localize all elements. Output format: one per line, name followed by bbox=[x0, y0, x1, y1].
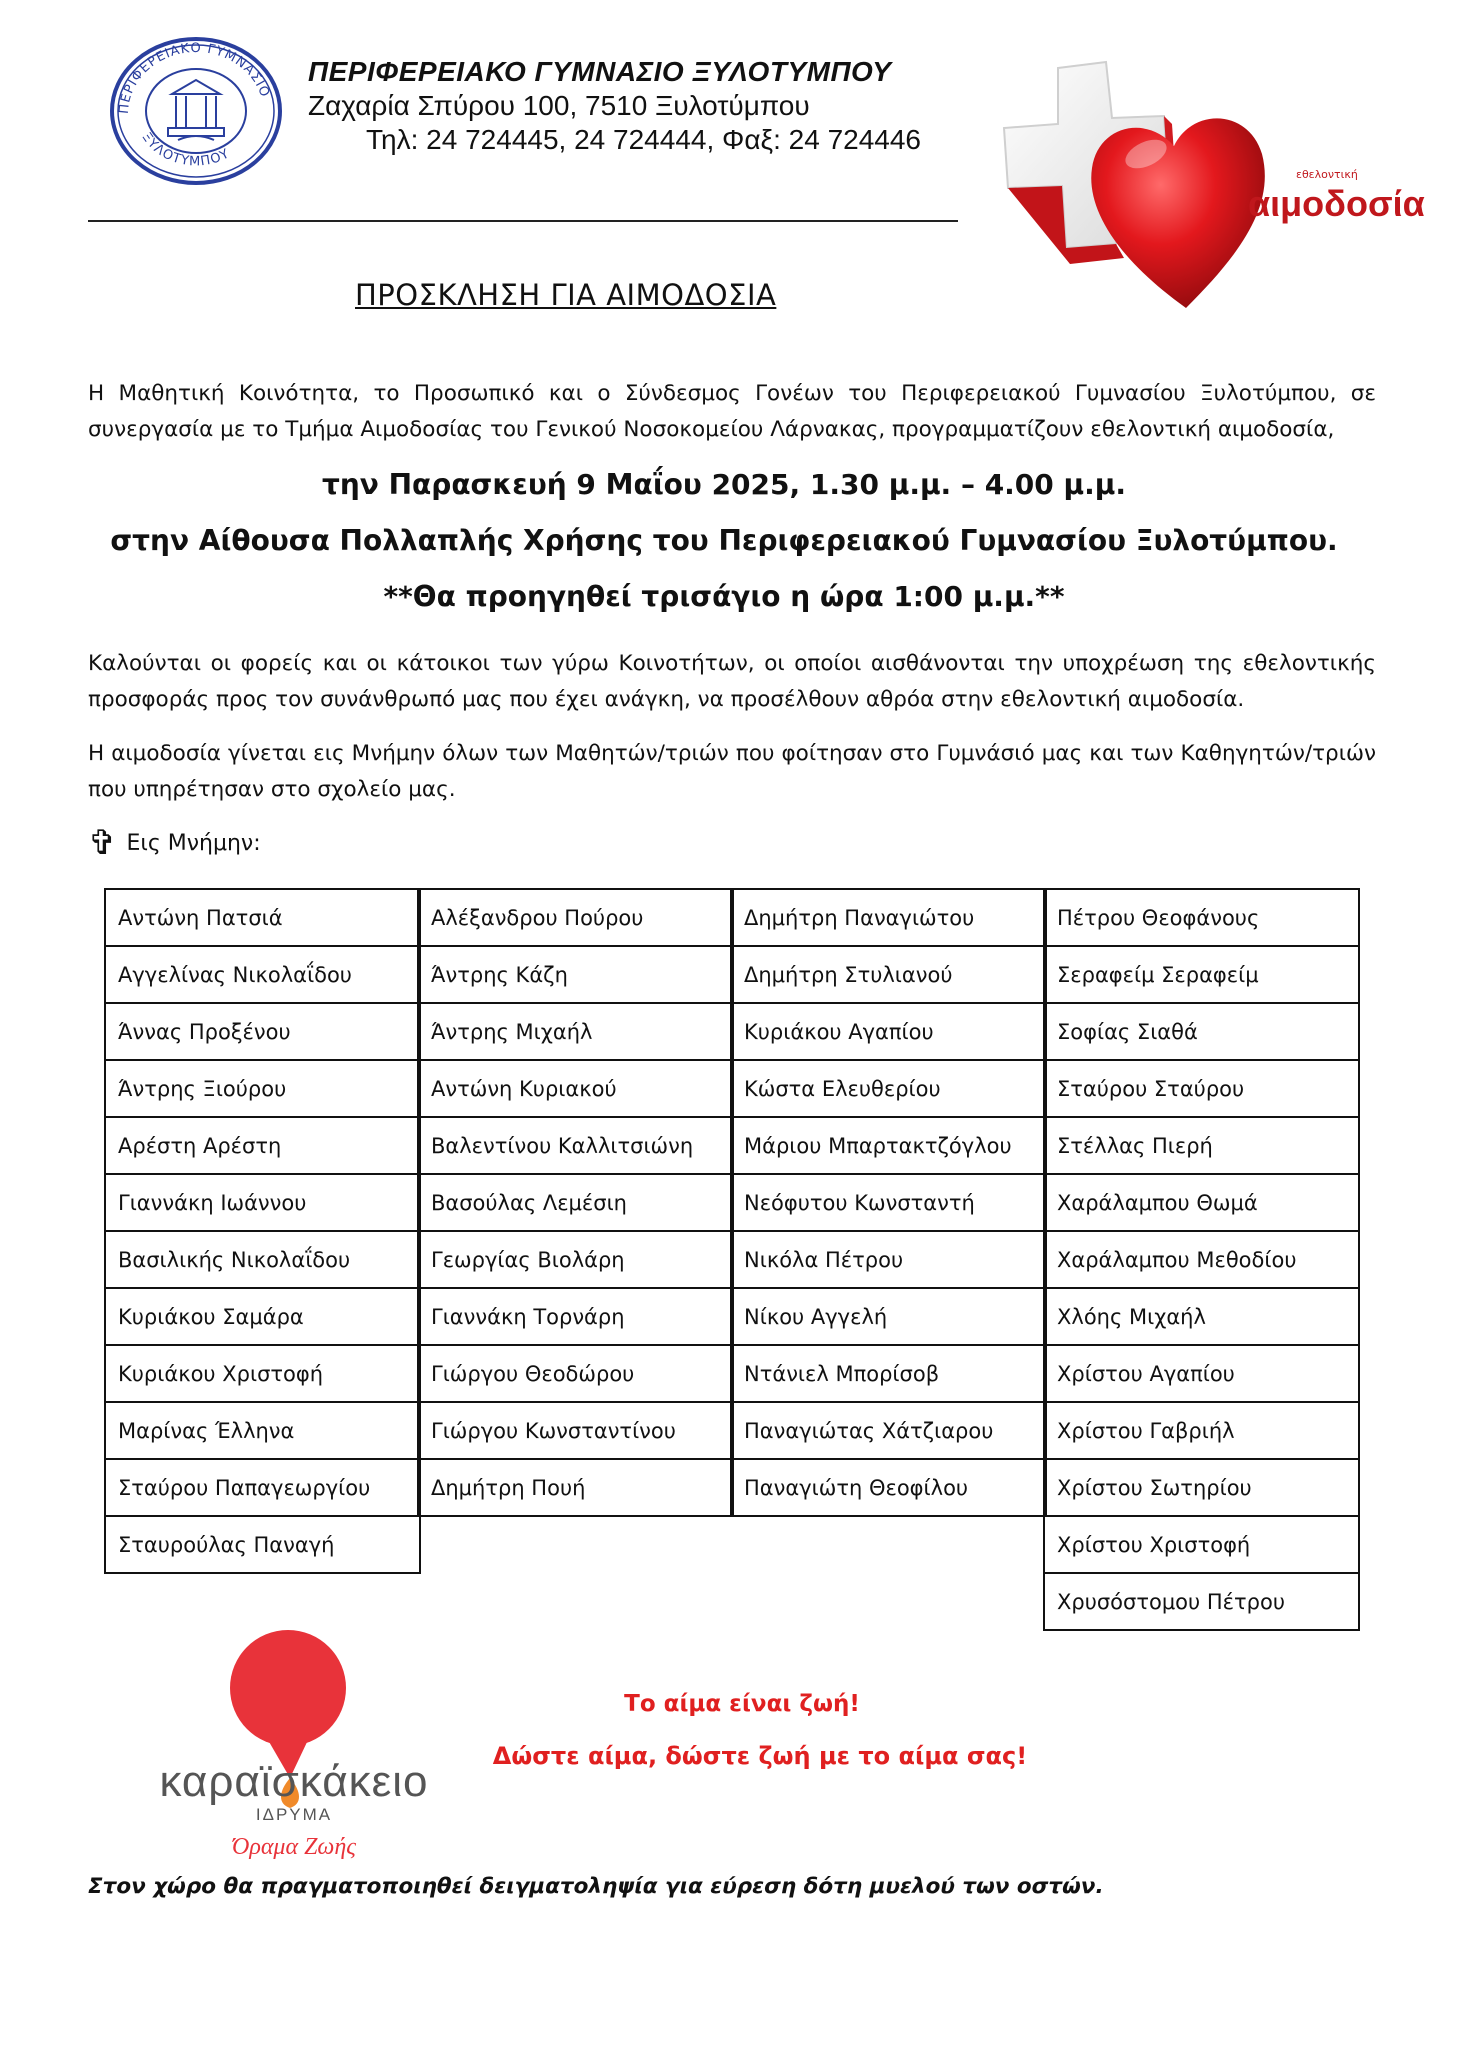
name-cell: Άντρης Κάζη bbox=[417, 945, 734, 1004]
name-cell: Κυριάκου Χριστοφή bbox=[104, 1344, 421, 1403]
name-cell: Σταύρου Σταύρου bbox=[1043, 1059, 1360, 1118]
karaiskakeio-sub: ΙΔΡΥΜΑ bbox=[255, 1805, 333, 1824]
name-cell: Χρυσόστομου Πέτρου bbox=[1043, 1572, 1360, 1631]
name-cell: Γιώργου Θεοδώρου bbox=[417, 1344, 734, 1403]
name-cell: Νεόφυτου Κωνσταντή bbox=[730, 1173, 1047, 1232]
memoriam-label: Εις Μνήμην: bbox=[126, 830, 261, 856]
name-cell: Αγγελίνας Νικολαΐδου bbox=[104, 945, 421, 1004]
name-cell: Χαράλαμπου Μεθοδίου bbox=[1043, 1230, 1360, 1289]
name-cell: Αλέξανδρου Πούρου bbox=[417, 888, 734, 947]
name-cell: Χρίστου Χριστοφή bbox=[1043, 1515, 1360, 1574]
name-cell: Άντρης Μιχαήλ bbox=[417, 1002, 734, 1061]
name-cell: Σοφίας Σιαθά bbox=[1043, 1002, 1360, 1061]
school-seal-logo bbox=[108, 36, 284, 186]
memoriam-heading bbox=[88, 823, 261, 863]
name-cell: Γιαννάκη Τορνάρη bbox=[417, 1287, 734, 1346]
name-cell: Δημήτρη Πουή bbox=[417, 1458, 734, 1517]
slogan-line-2: Δώστε αίμα, δώστε ζωή με το αίμα σας! bbox=[492, 1742, 1028, 1770]
name-cell: Δημήτρη Στυλιανού bbox=[730, 945, 1047, 1004]
memory-paragraph: Η αιμοδοσία γίνεται εις Μνήμην όλων των Μαθητών/τριών που φοίτησαν στο Γυμνάσιό μας και των Καθηγητών/τριών που υπηρέτησαν στο σχολείο μας. bbox=[88, 741, 1376, 802]
intro-paragraph: Η Μαθητική Κοινότητα, το Προσωπικό και ο Σύνδεσμος Γονέων του Περιφερειακού Γυμνασίου Ξυλοτύμπου, σε συνεργασία με το Τμήμα Αιμοδοσίας του Γενικού Νοσοκομείου Λάρνακας, προγραμματίζουν εθελοντική αιμοδοσία, bbox=[88, 381, 1376, 442]
seal-text-top: ΠΕΡΙΦΕΡΕΙΑΚΟ ΓΥΜΝΑΣΙΟ bbox=[116, 40, 273, 115]
name-cell: Παναγιώτας Χάτζιαρου bbox=[730, 1401, 1047, 1460]
name-cell: Χλόης Μιχαήλ bbox=[1043, 1287, 1360, 1346]
name-cell: Άννας Προξένου bbox=[104, 1002, 421, 1061]
name-cell: Δημήτρη Παναγιώτου bbox=[730, 888, 1047, 947]
event-date-line: την Παρασκευή 9 Μαΐου 2025, 1.30 μ.μ. – 4.00 μ.μ. bbox=[321, 468, 1126, 501]
name-cell: Παναγιώτη Θεοφίλου bbox=[730, 1458, 1047, 1517]
name-cell: Κώστα Ελευθερίου bbox=[730, 1059, 1047, 1118]
name-cell: Στέλλας Πιερή bbox=[1043, 1116, 1360, 1175]
name-cell: Μάριου Μπαρτακτζόγλου bbox=[730, 1116, 1047, 1175]
name-cell: Πέτρου Θεοφάνους bbox=[1043, 888, 1360, 947]
name-cell: Χρίστου Αγαπίου bbox=[1043, 1344, 1360, 1403]
name-cell: Γιαννάκη Ιωάννου bbox=[104, 1173, 421, 1232]
name-cell: Βασούλας Λεμέσιη bbox=[417, 1173, 734, 1232]
name-cell: Βαλεντίνου Καλλιτσιώνη bbox=[417, 1116, 734, 1175]
logo-small-text: εθελοντική bbox=[1296, 168, 1358, 181]
name-cell: Νικόλα Πέτρου bbox=[730, 1230, 1047, 1289]
name-cell: Κυριάκου Αγαπίου bbox=[730, 1002, 1047, 1061]
school-name: ΠΕΡΙΦΕΡΕΙΑΚΟ ΓΥΜΝΑΣΙΟ ΞΥΛΟΤΥΜΠΟΥ bbox=[308, 56, 892, 87]
name-cell: Χρίστου Σωτηρίου bbox=[1043, 1458, 1360, 1517]
name-cell: Γιώργου Κωνσταντίνου bbox=[417, 1401, 734, 1460]
name-cell: Σεραφείμ Σεραφείμ bbox=[1043, 945, 1360, 1004]
header-divider bbox=[88, 220, 958, 222]
blood-donation-heart-logo bbox=[996, 58, 1425, 320]
karaiskakeio-name: καραϊσκάκειο bbox=[159, 1757, 429, 1806]
slogan-line-1: Το αίμα είναι ζωή! bbox=[624, 1691, 860, 1717]
name-cell: Αρέστη Αρέστη bbox=[104, 1116, 421, 1175]
name-cell: Χρίστου Γαβριήλ bbox=[1043, 1401, 1360, 1460]
karaiskakeio-tagline: Όραμα Ζωής bbox=[231, 1834, 357, 1860]
name-cell: Μαρίνας Έλληνα bbox=[104, 1401, 421, 1460]
seal-text-bottom: ΞΥΛΟΤΥΜΠΟΥ bbox=[138, 129, 233, 170]
name-cell: Ντάνιελ Μπορίσοβ bbox=[730, 1344, 1047, 1403]
name-cell: Σταυρούλας Παναγή bbox=[104, 1515, 421, 1574]
call-paragraph: Καλούνται οι φορείς και οι κάτοικοι των γύρω Κοινοτήτων, οι οποίοι αισθάνονται την υποχρέωση της εθελοντικής προσφοράς προς τον συνάνθρωπό μας που έχει ανάγκη, να προσέλθουν αθρόα στην εθελοντική αιμοδοσία. bbox=[88, 651, 1376, 712]
name-cell: Σταύρου Παπαγεωργίου bbox=[104, 1458, 421, 1517]
name-cell: Αντώνη Κυριακού bbox=[417, 1059, 734, 1118]
svg-text:ΠΕΡΙΦΕΡΕΙΑΚΟ ΓΥΜΝΑΣΙΟ bbox=[117, 41, 273, 114]
name-cell: Βασιλικής Νικολαΐδου bbox=[104, 1230, 421, 1289]
name-cell: Νίκου Αγγελή bbox=[730, 1287, 1047, 1346]
trisagion-line: **Θα προηγηθεί τρισάγιο η ώρα 1:00 μ.μ.** bbox=[383, 580, 1065, 613]
name-cell: Γεωργίας Βιολάρη bbox=[417, 1230, 734, 1289]
name-cell: Άντρης Ξιούρου bbox=[104, 1059, 421, 1118]
page-title: ΠΡΟΣΚΛΗΣΗ ΓΙΑ ΑΙΜΟΔΟΣΙΑ bbox=[355, 278, 777, 312]
name-cell: Χαράλαμπου Θωμά bbox=[1043, 1173, 1360, 1232]
cross-icon: ✞ bbox=[88, 823, 117, 863]
school-address: Ζαχαρία Σπύρου 100, 7510 Ξυλοτύμπου bbox=[308, 90, 810, 121]
logo-text: αιμοδοσία bbox=[1248, 183, 1425, 224]
school-phones: Τηλ: 24 724445, 24 724444, Φαξ: 24 724446 bbox=[366, 124, 921, 155]
name-cell: Αντώνη Πατσιά bbox=[104, 888, 421, 947]
final-note: Στον χώρο θα πραγματοποιηθεί δειγματοληψία για εύρεση δότη μυελού των οστών. bbox=[88, 1874, 1104, 1899]
name-cell: Κυριάκου Σαμάρα bbox=[104, 1287, 421, 1346]
event-place-line: στην Αίθουσα Πολλαπλής Χρήσης του Περιφερειακού Γυμνασίου Ξυλοτύμπου. bbox=[110, 524, 1338, 557]
